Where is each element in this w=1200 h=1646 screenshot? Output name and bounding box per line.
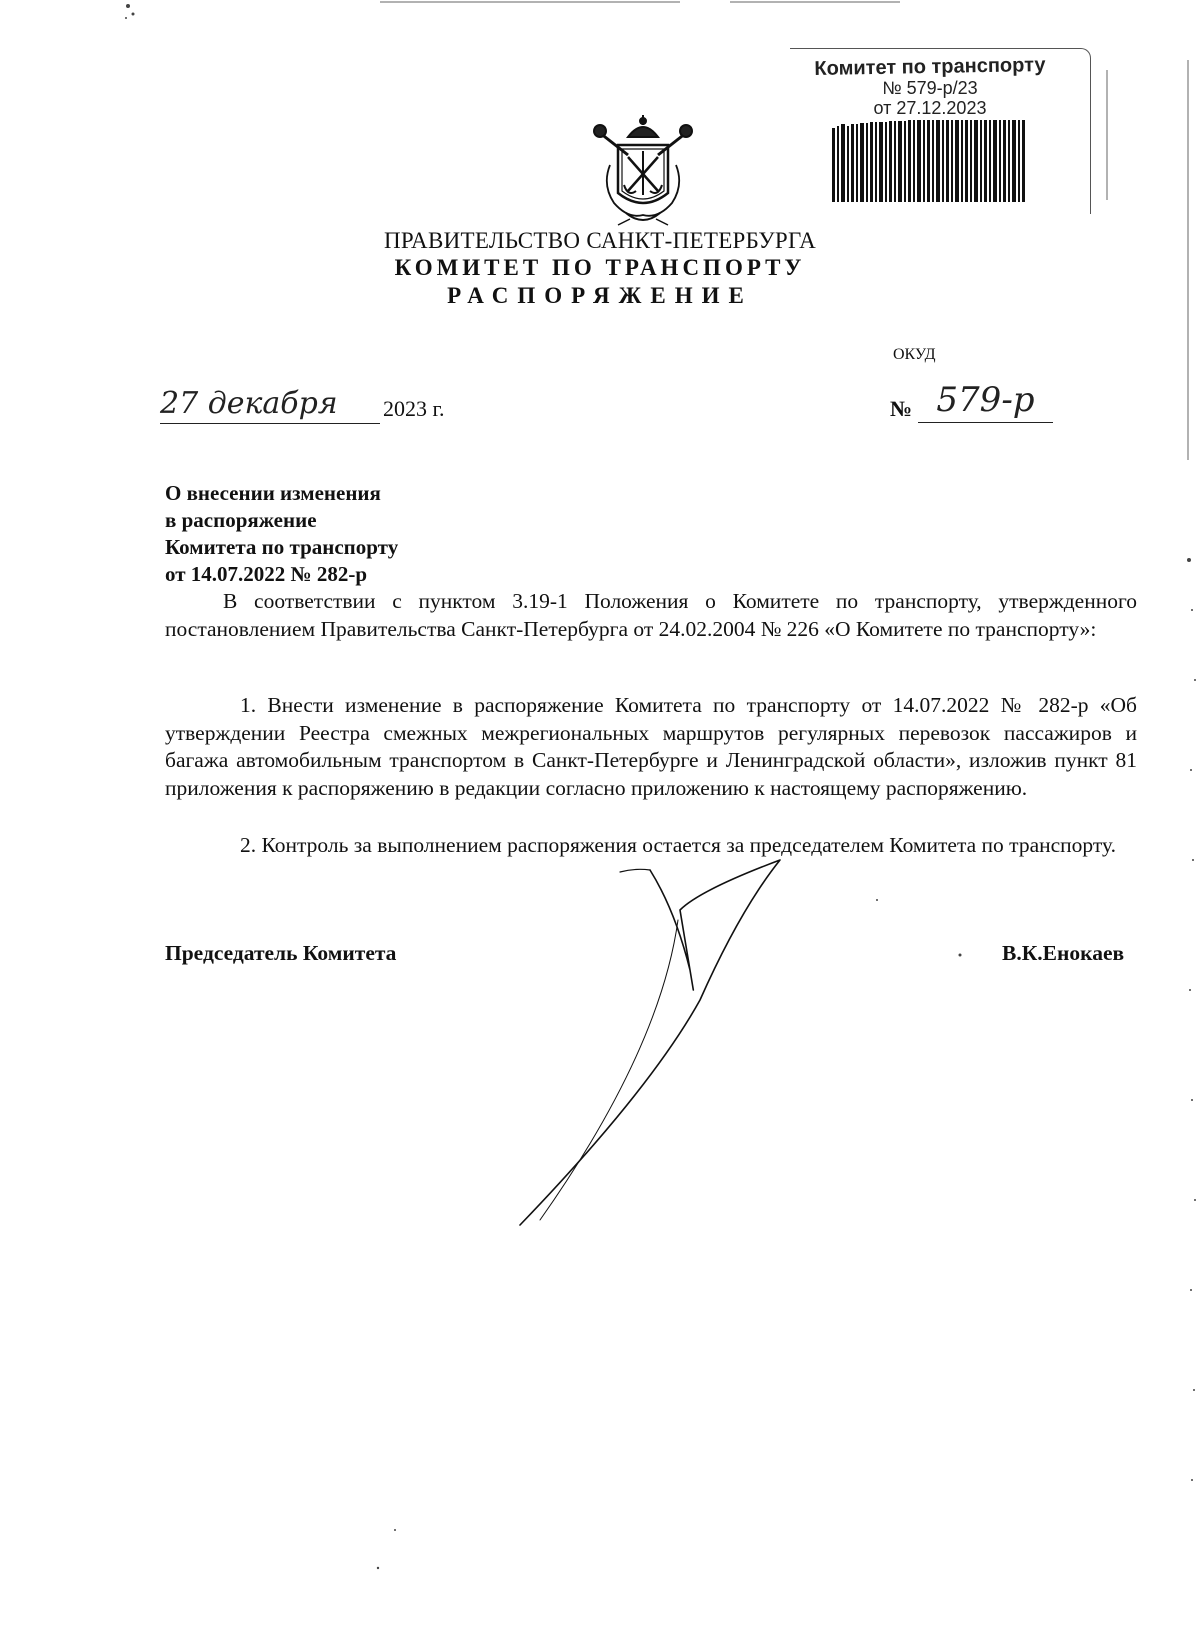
okud-label: ОКУД xyxy=(893,346,936,363)
item-2-paragraph: 2. Контроль за выполнением распоряжения остается за председателем Комитета по транспорту. xyxy=(240,833,1116,857)
committee-title: КОМИТЕТ ПО ТРАНСПОРТУ xyxy=(394,255,806,280)
saint-petersburg-coat-of-arms-icon xyxy=(588,115,698,227)
subject-line: О внесении изменения xyxy=(165,481,381,505)
signatory-name: В.К.Енокаев xyxy=(1002,941,1125,965)
preamble-paragraph: В соответствии с пунктом 3.19-1 Положения о Комитете по транспорту, утвержденного постановлением Правительства Санкт-Петербурга от 24.02.2004 № 226 «О Комитете по транспорту»: xyxy=(165,589,1137,641)
barcode-icon xyxy=(832,120,1032,202)
signatory-title: Председатель Комитета xyxy=(165,941,397,965)
handwritten-number: 579-р xyxy=(918,378,1053,423)
stamp-organization: Комитет по транспорту xyxy=(814,53,1046,81)
stamp-date: от 27.12.2023 xyxy=(873,98,987,118)
handwritten-date: 27 декабря xyxy=(160,385,380,424)
subject-line: в распоряжение xyxy=(165,508,317,532)
number-label: № xyxy=(890,396,913,421)
date-year: 2023 г. xyxy=(383,396,445,421)
subject-line: от 14.07.2022 № 282-р xyxy=(165,562,368,586)
document-type-title: РАСПОРЯЖЕНИЕ xyxy=(447,283,753,308)
subject-line: Комитета по транспорту xyxy=(165,535,399,559)
handwritten-signature-icon xyxy=(500,850,800,1230)
item-1-paragraph: 1. Внести изменение в распоряжение Комитета по транспорту от 14.07.2022 № 282-р «Об утверждении Реестра смежных межрегиональных маршрутов регулярных перевозок пассажиров и багажа автомобильным транспортом в Санкт-Петербурге и Ленинградской области», изложив пункт 81 приложения к распоряжению в редакции согласно приложению к настоящему распоряжению. xyxy=(165,693,1137,800)
government-title: ПРАВИТЕЛЬСТВО САНКТ-ПЕТЕРБУРГА xyxy=(383,228,817,253)
stamp-number: № 579-р/23 xyxy=(882,78,978,98)
document-subject xyxy=(165,480,398,588)
